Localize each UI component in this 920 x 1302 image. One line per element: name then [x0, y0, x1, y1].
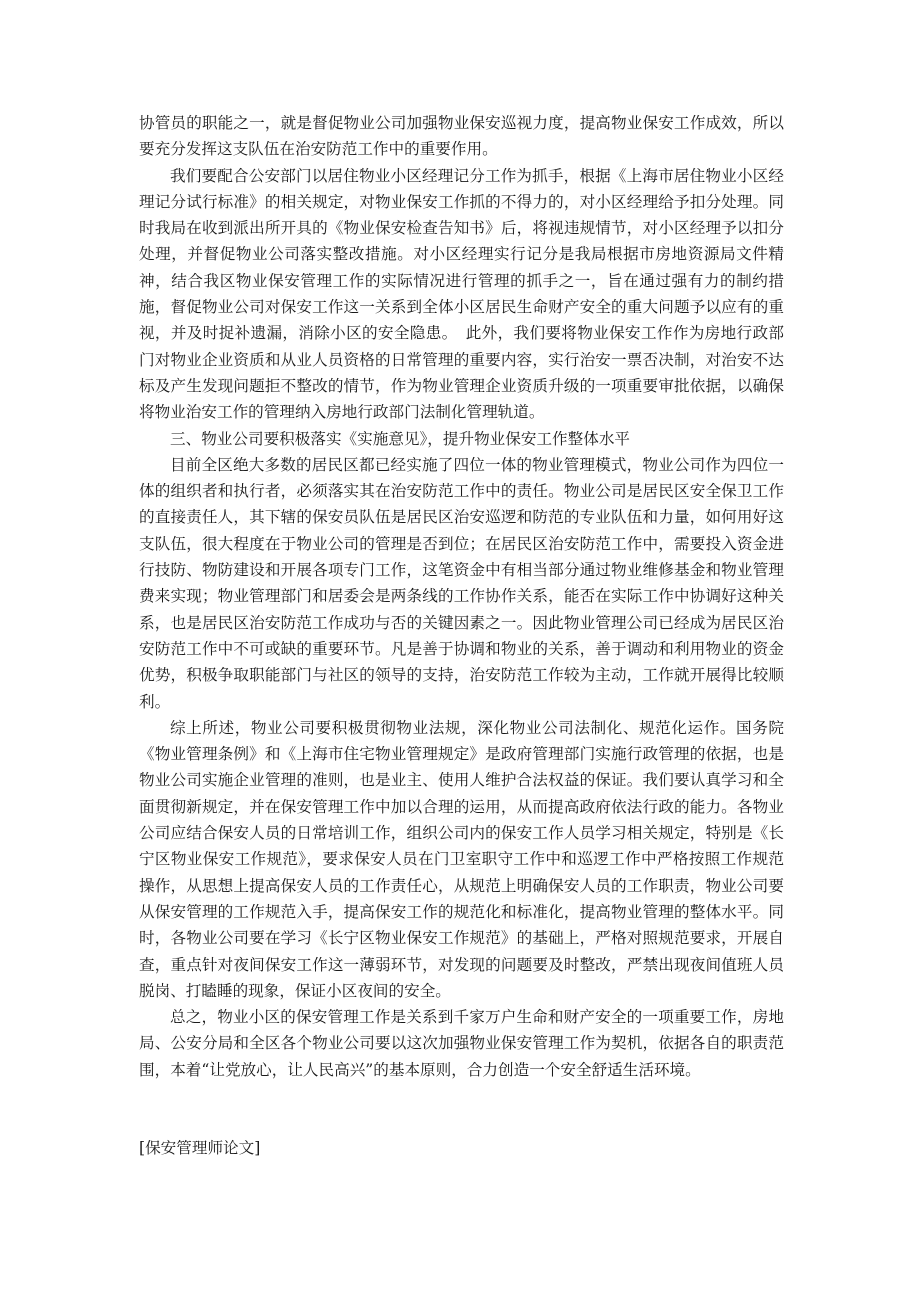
document-page [139, 110, 784, 1161]
paragraph-manager-scoring: 我们要配合公安部门以居住物业小区经理记分工作为抓手，根据《上海市居住物业小区经理记分试行标准》的相关规定，对物业保安工作抓的不得力的，对小区经理给予扣分处理。同时我局在收到派出所开具的《物业保安检查告知书》后，将视违规情节，对小区经理予以扣分处理，并督促物业公司落实整改措施。对小区经理实行记分是我局根据市房地资源局文件精神，结合我区物业保安管理工作的实际情况进行管理的抓手之一，旨在通过强有力的制约措施，督促物业公司对保安工作这一关系到全体小区居民生命财产安全的重大问题予以应有的重视，并及时捉补遗漏，消除小区的安全隐患。 此外，我们要将物业保安工作作为房地行政部门对物业企业资质和从业人员资格的日常管理的重要内容，实行治安一票否决制，对治安不达标及产生发现问题拒不整改的情节，作为物业管理企业资质升级的一项重要审批依据，以确保将物业治安工作的管理纳入房地行政部门法制化管理轨道。 [139, 166, 784, 422]
paragraph-summary: 综上所述，物业公司要积极贯彻物业法规，深化物业公司法制化、规范化运作。国务院《物业管理条例》和《上海市住宅物业管理规定》是政府管理部门实施行政管理的依据，也是物业公司实施企业管理的准则，也是业主、使用人维护合法权益的保证。我们要认真学习和全面贯彻新规定，并在保安管理工作中加以合理的运用，从而提高政府依法行政的能力。各物业公司应结合保安人员的日常培训工作，组织公司内的保安工作人员学习相关规定，特别是《长宁区物业保安工作规范》，要求保安人员在门卫室职守工作中和巡逻工作中严格按照工作规范操作，从思想上提高保安人员的工作责任心，从规范上明确保安人员的工作职责，物业公司要从保安管理的工作规范入手，提高保安工作的规范化和标准化，提高物业管理的整体水平。同时，各物业公司要在学习《长宁区物业保安工作规范》的基础上，严格对照规范要求，开展自查，重点针对夜间保安工作这一薄弱环节，对发现的问题要及时整改，严禁出现夜间值班人员脱岗、打瞌睡的现象，保证小区夜间的安全。 [139, 718, 784, 1000]
paragraph-conclusion: 总之，物业小区的保安管理工作是关系到千家万户生命和财产安全的一项重要工作，房地局、公安分局和全区各个物业公司要以这次加强物业保安管理工作为契机，依据各自的职责范围，本着“让党放心，让人民高兴”的基本原则，合力创造一个安全舒适生活环境。 [139, 1008, 784, 1079]
section-heading-three: 三、物业公司要积极落实《实施意见》，提升物业保安工作整体水平 [170, 429, 631, 448]
paragraph-four-in-one: 目前全区绝大多数的居民区都已经实施了四位一体的物业管理模式，物业公司作为四位一体的组织者和执行者，必须落实其在治安防范工作中的责任。物业公司是居民区安全保卫工作的直接责任人，其下辖的保安员队伍是居民区治安巡逻和防范的专业队伍和力量，如何用好这支队伍，很大程度在于物业公司的管理是否到位；在居民区治安防范工作中，需要投入资金进行技防、物防建设和开展各项专门工作，这笔资金中有相当部分通过物业维修基金和物业管理费来实现；物业管理部门和居委会是两条线的工作协作关系，能否在实际工作中协调好这种关系，也是居民区治安防范工作成功与否的关键因素之一。因此物业管理公司已经成为居民区治安防范工作中不可或缺的重要环节。凡是善于协调和物业的关系，善于调动和利用物业的资金优势，积极争取职能部门与社区的领导的支持，治安防范工作较为主动，工作就开展得比较顺利。 [139, 455, 784, 711]
category-tag: [保安管理师论文] [139, 1138, 261, 1157]
paragraph-continuation: 协管员的职能之一，就是督促物业公司加强物业保安巡视力度，提高物业保安工作成效，所以要充分发挥这支队伍在治安防范工作中的重要作用。 [139, 114, 784, 159]
